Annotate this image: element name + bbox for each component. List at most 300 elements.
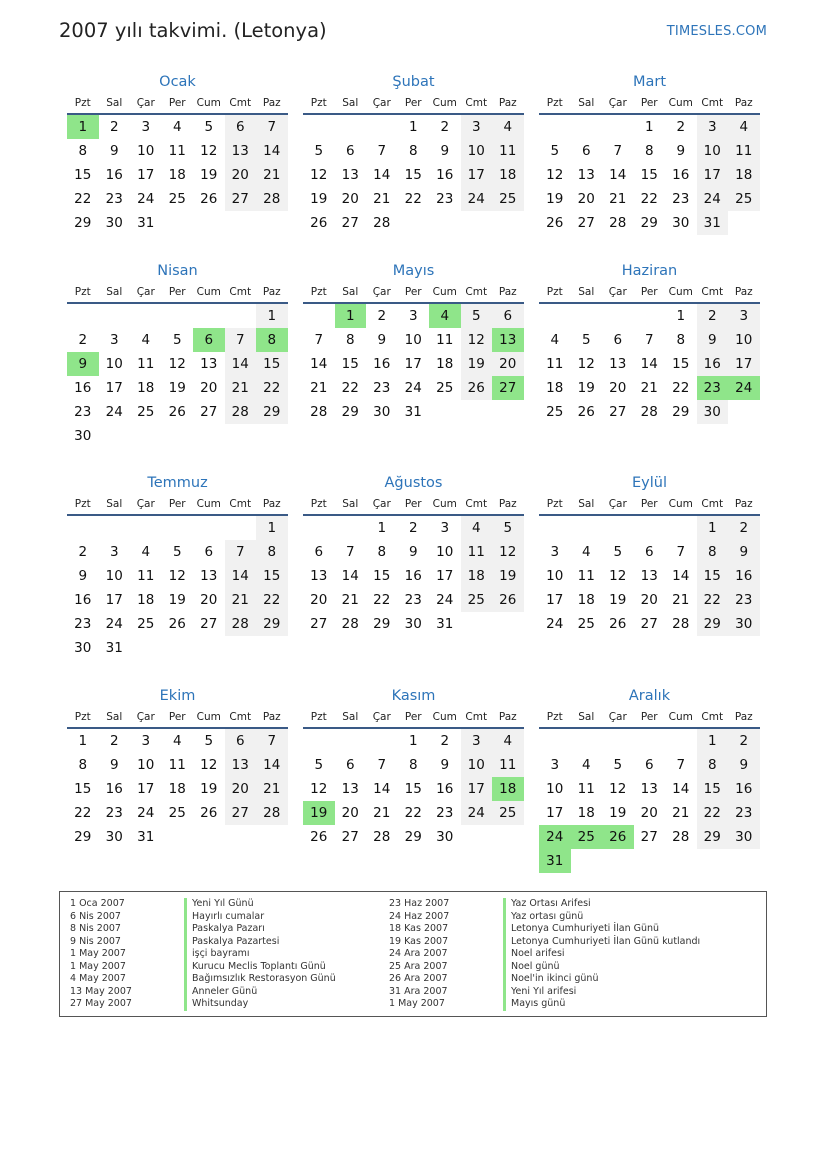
- day-cell: 3: [697, 115, 729, 139]
- day-cell: 13: [609, 356, 627, 372]
- empty-day-cell: [634, 516, 666, 540]
- day-cell: 27: [341, 215, 359, 231]
- day-cell: 30: [728, 612, 760, 636]
- day-cell: 7: [644, 332, 654, 348]
- month-name: Aralık: [628, 688, 671, 704]
- day-cell: 20: [341, 805, 359, 821]
- day-cell: 23: [436, 191, 454, 207]
- day-cell: 30: [373, 404, 391, 420]
- week-row: [303, 328, 524, 352]
- week-row: [539, 753, 760, 777]
- day-cell: 10: [546, 781, 564, 797]
- holiday-day-cell: 25: [571, 825, 603, 849]
- weekday-header: Per: [640, 97, 658, 109]
- day-cell: 29: [640, 215, 658, 231]
- weekday-header: Cum: [196, 498, 221, 510]
- day-cell: 20: [577, 191, 595, 207]
- empty-day-cell: [99, 304, 131, 328]
- weekday-header: Paz: [734, 498, 753, 510]
- day-cell: 10: [461, 139, 493, 163]
- brand-link[interactable]: TIMESLES.COM: [666, 24, 767, 39]
- day-cell: 17: [105, 592, 123, 608]
- empty-day-cell: [193, 636, 225, 660]
- day-cell: 30: [105, 215, 123, 231]
- day-cell: 16: [404, 568, 422, 584]
- day-cell: 22: [256, 376, 288, 400]
- empty-day-cell: [162, 825, 194, 849]
- empty-day-cell: [130, 516, 162, 540]
- day-cell: 23: [672, 191, 690, 207]
- day-cell: 14: [609, 167, 627, 183]
- day-cell: 13: [341, 781, 359, 797]
- empty-day-cell: [225, 636, 257, 660]
- day-cell: 20: [492, 352, 524, 376]
- day-cell: 25: [492, 187, 524, 211]
- day-cell: 24: [436, 592, 454, 608]
- week-row: [539, 115, 760, 139]
- day-cell: 19: [609, 592, 627, 608]
- month-name: Şubat: [392, 74, 435, 90]
- day-cell: 9: [440, 757, 450, 773]
- empty-day-cell: [256, 636, 288, 660]
- empty-day-cell: [303, 304, 335, 328]
- day-cell: 21: [225, 376, 257, 400]
- weekday-header-row: [539, 707, 760, 729]
- day-cell: 25: [168, 805, 186, 821]
- day-cell: 30: [404, 616, 422, 632]
- holiday-day-cell: 8: [256, 328, 288, 352]
- empty-day-cell: [335, 115, 367, 139]
- day-cell: 27: [640, 829, 658, 845]
- day-cell: 17: [461, 163, 493, 187]
- weekday-header: Pzt: [546, 97, 563, 109]
- day-cell: 6: [492, 304, 524, 328]
- day-cell: 8: [408, 143, 418, 159]
- day-cell: 24: [105, 616, 123, 632]
- day-cell: 13: [310, 568, 328, 584]
- weekday-header-row: [67, 93, 288, 115]
- week-row: [539, 612, 760, 636]
- holiday-day-cell: 23: [697, 376, 729, 400]
- day-cell: 24: [404, 380, 422, 396]
- holiday-day-cell: 9: [67, 352, 99, 376]
- day-cell: 13: [341, 167, 359, 183]
- day-cell: 27: [310, 616, 328, 632]
- day-cell: 9: [377, 332, 387, 348]
- day-cell: 14: [672, 781, 690, 797]
- weekday-header: Pzt: [74, 97, 91, 109]
- day-cell: 15: [341, 356, 359, 372]
- empty-day-cell: [492, 612, 524, 636]
- week-row: [303, 564, 524, 588]
- weekday-header: Cmt: [701, 97, 724, 109]
- month-calendar: [303, 472, 524, 636]
- week-row: [539, 187, 760, 211]
- day-cell: 31: [697, 211, 729, 235]
- empty-day-cell: [571, 729, 603, 753]
- week-row: [539, 516, 760, 540]
- day-cell: 18: [492, 163, 524, 187]
- day-cell: 14: [373, 167, 391, 183]
- empty-day-cell: [429, 400, 461, 424]
- day-cell: 27: [341, 829, 359, 845]
- day-cell: 22: [256, 588, 288, 612]
- empty-day-cell: [225, 211, 257, 235]
- day-cell: 4: [141, 332, 151, 348]
- week-row: [539, 849, 760, 873]
- day-cell: 23: [74, 616, 92, 632]
- day-cell: 18: [168, 781, 186, 797]
- legend-date: 24 Ara 2007: [389, 948, 448, 959]
- day-cell: 22: [404, 805, 422, 821]
- empty-day-cell: [571, 304, 603, 328]
- day-cell: 8: [345, 332, 355, 348]
- weekday-header: Cmt: [229, 711, 252, 723]
- day-cell: 10: [105, 356, 123, 372]
- day-cell: 21: [341, 592, 359, 608]
- empty-day-cell: [602, 849, 634, 873]
- day-cell: 19: [310, 191, 328, 207]
- empty-day-cell: [225, 825, 257, 849]
- weekday-header: Pzt: [74, 286, 91, 298]
- week-row: [67, 636, 288, 660]
- day-cell: 7: [225, 328, 257, 352]
- day-cell: 2: [440, 119, 450, 135]
- legend-holiday-name: Kurucu Meclis Toplantı Günü: [184, 961, 336, 974]
- day-cell: 29: [373, 616, 391, 632]
- day-cell: 19: [168, 380, 186, 396]
- legend-holiday-name: işçi bayramı: [184, 948, 336, 961]
- day-cell: 15: [373, 568, 391, 584]
- day-cell: 11: [436, 332, 454, 348]
- day-cell: 31: [436, 616, 454, 632]
- month-name: Ağustos: [384, 475, 443, 491]
- weekday-header-row: [303, 494, 524, 516]
- weekday-header-row: [303, 282, 524, 304]
- empty-day-cell: [162, 636, 194, 660]
- day-cell: 9: [728, 753, 760, 777]
- week-row: [67, 115, 288, 139]
- day-cell: 29: [404, 829, 422, 845]
- day-cell: 23: [404, 592, 422, 608]
- day-cell: 16: [672, 167, 690, 183]
- legend-date: 1 May 2007: [70, 960, 126, 972]
- day-cell: 21: [672, 592, 690, 608]
- day-cell: 8: [408, 757, 418, 773]
- day-cell: 29: [256, 612, 288, 636]
- legend-date: 4 May 2007: [70, 973, 126, 984]
- day-cell: 3: [141, 119, 151, 135]
- weekday-header: Per: [404, 286, 422, 298]
- day-cell: 12: [168, 356, 186, 372]
- day-cell: 6: [314, 544, 324, 560]
- weekday-header: Cum: [668, 97, 693, 109]
- week-row: [67, 400, 288, 424]
- day-cell: 25: [461, 588, 493, 612]
- month-name: Nisan: [157, 263, 198, 279]
- day-cell: 19: [461, 352, 493, 376]
- day-cell: 28: [640, 404, 658, 420]
- weekday-header: Cum: [668, 498, 693, 510]
- day-cell: 21: [672, 805, 690, 821]
- holiday-legend: [59, 891, 767, 1017]
- day-cell: 11: [137, 568, 155, 584]
- day-cell: 23: [728, 588, 760, 612]
- day-cell: 15: [404, 167, 422, 183]
- empty-day-cell: [162, 424, 194, 448]
- day-cell: 12: [200, 143, 218, 159]
- day-cell: 29: [74, 829, 92, 845]
- legend-holiday-name: Bağımsızlık Restorasyon Günü: [184, 973, 336, 986]
- day-cell: 14: [256, 139, 288, 163]
- day-cell: 22: [74, 191, 92, 207]
- day-cell: 6: [204, 544, 214, 560]
- day-cell: 24: [461, 801, 493, 825]
- day-cell: 10: [546, 568, 564, 584]
- day-cell: 11: [577, 568, 595, 584]
- day-cell: 18: [546, 380, 564, 396]
- empty-day-cell: [697, 849, 729, 873]
- day-cell: 25: [728, 187, 760, 211]
- weekday-header: Çar: [136, 711, 155, 723]
- empty-day-cell: [634, 849, 666, 873]
- day-cell: 25: [492, 801, 524, 825]
- legend-dates-right: [389, 898, 449, 1011]
- month-calendar: [539, 685, 760, 873]
- week-row: [67, 304, 288, 328]
- empty-day-cell: [303, 115, 335, 139]
- day-cell: 1: [256, 516, 288, 540]
- empty-day-cell: [461, 825, 493, 849]
- week-row: [539, 540, 760, 564]
- day-cell: 14: [672, 568, 690, 584]
- day-cell: 21: [225, 588, 257, 612]
- day-cell: 1: [697, 729, 729, 753]
- page-title: 2007 yılı takvimi. (Letonya): [59, 19, 327, 42]
- week-row: [67, 376, 288, 400]
- day-cell: 4: [492, 729, 524, 753]
- empty-day-cell: [492, 211, 524, 235]
- day-cell: 14: [373, 781, 391, 797]
- day-cell: 9: [676, 143, 686, 159]
- weekday-header: Cum: [432, 498, 457, 510]
- month-name: Kasım: [391, 688, 436, 704]
- day-cell: 22: [341, 380, 359, 396]
- legend-holiday-name: Paskalya Pazartesi: [184, 936, 336, 949]
- legend-dates-left: [70, 898, 132, 1011]
- day-cell: 15: [256, 352, 288, 376]
- week-row: [67, 211, 288, 235]
- day-cell: 27: [225, 801, 257, 825]
- day-cell: 7: [613, 143, 623, 159]
- day-cell: 3: [461, 729, 493, 753]
- month-calendar: [539, 260, 760, 424]
- legend-date: 26 Ara 2007: [389, 973, 448, 984]
- week-row: [303, 801, 524, 825]
- day-cell: 19: [609, 805, 627, 821]
- day-cell: 11: [728, 139, 760, 163]
- weekday-header: Paz: [262, 711, 281, 723]
- legend-holiday-name: Noel'in ikinci günü: [503, 973, 700, 986]
- day-cell: 14: [256, 753, 288, 777]
- legend-date: 24 Haz 2007: [389, 910, 450, 922]
- empty-day-cell: [602, 304, 634, 328]
- day-cell: 5: [172, 332, 182, 348]
- weekday-header: Çar: [136, 498, 155, 510]
- day-cell: 16: [105, 167, 123, 183]
- day-cell: 12: [461, 328, 493, 352]
- weekday-header: Cmt: [701, 498, 724, 510]
- day-cell: 17: [436, 568, 454, 584]
- week-row: [67, 729, 288, 753]
- day-cell: 5: [581, 332, 591, 348]
- weekday-header: Sal: [106, 97, 123, 109]
- day-cell: 10: [404, 332, 422, 348]
- day-cell: 9: [728, 540, 760, 564]
- empty-day-cell: [602, 729, 634, 753]
- day-cell: 5: [172, 544, 182, 560]
- day-cell: 2: [728, 729, 760, 753]
- week-row: [539, 328, 760, 352]
- legend-holiday-name: Letonya Cumhuriyeti İlan Günü: [503, 923, 700, 936]
- empty-day-cell: [335, 729, 367, 753]
- week-row: [539, 352, 760, 376]
- week-row: [67, 139, 288, 163]
- weekday-header-row: [539, 282, 760, 304]
- day-cell: 17: [461, 777, 493, 801]
- empty-day-cell: [162, 516, 194, 540]
- day-cell: 5: [550, 143, 560, 159]
- day-cell: 19: [200, 781, 218, 797]
- day-cell: 9: [109, 757, 119, 773]
- weekday-header: Sal: [342, 711, 359, 723]
- day-cell: 9: [109, 143, 119, 159]
- day-cell: 20: [225, 163, 257, 187]
- day-cell: 29: [697, 825, 729, 849]
- weekday-header: Per: [640, 498, 658, 510]
- month-calendar: [67, 685, 288, 849]
- day-cell: 6: [345, 757, 355, 773]
- holiday-day-cell: 26: [602, 825, 634, 849]
- empty-day-cell: [193, 825, 225, 849]
- weekday-header: Per: [168, 498, 186, 510]
- day-cell: 9: [78, 568, 88, 584]
- day-cell: 23: [373, 380, 391, 396]
- empty-day-cell: [256, 825, 288, 849]
- weekday-header: Cmt: [465, 286, 488, 298]
- day-cell: 14: [225, 564, 257, 588]
- day-cell: 22: [74, 805, 92, 821]
- day-cell: 28: [373, 215, 391, 231]
- week-row: [539, 588, 760, 612]
- day-cell: 26: [168, 616, 186, 632]
- weekday-header: Per: [168, 97, 186, 109]
- legend-holiday-name: Hayırlı cumalar: [184, 911, 336, 924]
- legend-holiday-name: Yaz ortası günü: [503, 911, 700, 924]
- day-cell: 21: [310, 380, 328, 396]
- day-cell: 20: [341, 191, 359, 207]
- week-row: [67, 825, 288, 849]
- day-cell: 11: [461, 540, 493, 564]
- week-row: [539, 400, 760, 424]
- day-cell: 27: [609, 404, 627, 420]
- weekday-header: Çar: [608, 286, 627, 298]
- weekday-header: Çar: [608, 97, 627, 109]
- empty-day-cell: [398, 211, 430, 235]
- day-cell: 30: [697, 400, 729, 424]
- day-cell: 26: [546, 215, 564, 231]
- day-cell: 10: [137, 143, 155, 159]
- legend-date: 8 Nis 2007: [70, 923, 121, 934]
- empty-day-cell: [429, 211, 461, 235]
- empty-day-cell: [665, 516, 697, 540]
- empty-day-cell: [225, 424, 257, 448]
- month-calendar: [303, 71, 524, 235]
- week-row: [67, 612, 288, 636]
- weekday-header: Sal: [106, 711, 123, 723]
- weekday-header: Cum: [668, 286, 693, 298]
- day-cell: 1: [676, 308, 686, 324]
- day-cell: 2: [109, 119, 119, 135]
- day-cell: 20: [640, 805, 658, 821]
- weekday-header: Cum: [432, 286, 457, 298]
- week-row: [67, 424, 288, 448]
- legend-date: 9 Nis 2007: [70, 935, 121, 947]
- day-cell: 21: [373, 805, 391, 821]
- week-row: [67, 801, 288, 825]
- week-row: [303, 304, 524, 328]
- weekday-header: Sal: [106, 498, 123, 510]
- month-calendar: [67, 260, 288, 448]
- legend-date: 13 May 2007: [70, 985, 132, 997]
- day-cell: 13: [640, 781, 658, 797]
- empty-day-cell: [539, 115, 571, 139]
- empty-day-cell: [665, 849, 697, 873]
- day-cell: 30: [105, 829, 123, 845]
- day-cell: 3: [141, 733, 151, 749]
- day-cell: 29: [341, 404, 359, 420]
- empty-day-cell: [256, 424, 288, 448]
- weekday-header: Cmt: [701, 711, 724, 723]
- day-cell: 24: [461, 187, 493, 211]
- day-cell: 23: [105, 191, 123, 207]
- month-name: Ocak: [159, 74, 196, 90]
- day-cell: 20: [640, 592, 658, 608]
- day-cell: 21: [609, 191, 627, 207]
- weekday-header: Per: [404, 498, 422, 510]
- day-cell: 11: [492, 753, 524, 777]
- day-cell: 22: [697, 588, 729, 612]
- weekday-header: Çar: [608, 498, 627, 510]
- day-cell: 27: [200, 404, 218, 420]
- day-cell: 2: [676, 119, 686, 135]
- weekday-header: Cum: [432, 97, 457, 109]
- empty-day-cell: [225, 304, 257, 328]
- day-cell: 26: [310, 829, 328, 845]
- holiday-day-cell: 19: [303, 801, 335, 825]
- day-cell: 7: [676, 757, 686, 773]
- month-calendar: [67, 472, 288, 660]
- day-cell: 15: [640, 167, 658, 183]
- week-row: [303, 163, 524, 187]
- day-cell: 28: [225, 612, 257, 636]
- day-cell: 25: [577, 616, 595, 632]
- weekday-header: Paz: [262, 97, 281, 109]
- day-cell: 12: [609, 781, 627, 797]
- holiday-day-cell: 6: [193, 328, 225, 352]
- weekday-header: Cum: [432, 711, 457, 723]
- day-cell: 10: [137, 757, 155, 773]
